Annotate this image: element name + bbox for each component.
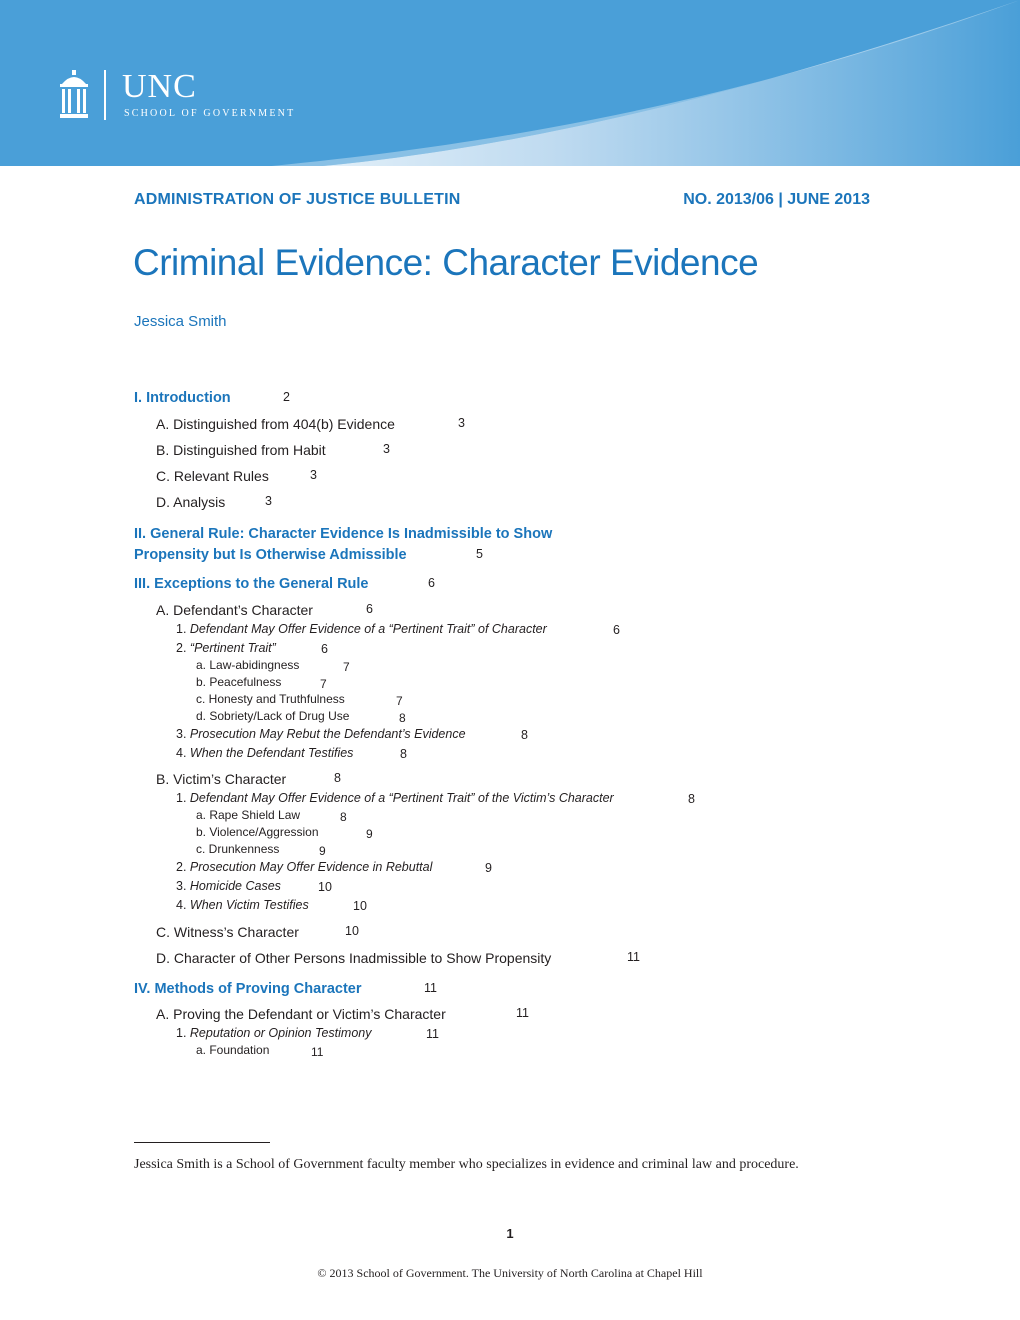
toc-page-number: 8 xyxy=(399,711,406,725)
toc-entry-title: Distinguished from Habit xyxy=(173,442,326,458)
toc-entry-number: C. xyxy=(156,924,174,940)
toc-entry-number: 2. xyxy=(176,860,190,874)
toc-entry-title: Character of Other Persons Inadmissible to Show Propensity xyxy=(173,950,552,966)
toc-entry-number: D. xyxy=(156,494,174,510)
toc-entry-number: 1. xyxy=(176,622,190,636)
toc-entry-title: Drunkenness xyxy=(208,842,280,856)
toc-entry xyxy=(196,692,345,706)
toc-page-number: 8 xyxy=(334,771,341,785)
toc-entry-number: b. xyxy=(196,825,210,839)
toc-entry-title: Foundation xyxy=(209,1043,270,1057)
toc-page-number: 3 xyxy=(310,468,317,482)
toc-entry xyxy=(134,390,231,406)
old-well-icon xyxy=(58,68,90,120)
toc-page-number: 10 xyxy=(318,880,332,894)
toc-page-number: 9 xyxy=(485,861,492,875)
toc-entry-number: a. xyxy=(196,1043,210,1057)
toc-entry xyxy=(176,727,466,741)
toc-entry-title: Witness’s Character xyxy=(173,924,299,940)
toc-entry xyxy=(176,746,353,760)
toc-entry xyxy=(176,791,614,805)
toc-entry-number: III. xyxy=(134,576,155,592)
toc-entry-title: Methods of Proving Character xyxy=(154,981,362,997)
toc-entry-title: Relevant Rules xyxy=(173,468,269,484)
toc-entry xyxy=(156,771,286,787)
toc-page-number: 7 xyxy=(320,677,327,691)
toc-entry-number: 3. xyxy=(176,727,190,741)
toc-entry-title: “Pertinent Trait” xyxy=(189,641,276,655)
toc-entry xyxy=(176,1026,372,1040)
toc-entry xyxy=(134,981,362,997)
toc-entry-number: A. xyxy=(156,602,174,618)
toc-page-number: 3 xyxy=(458,416,465,430)
toc-entry-title: Prosecution May Offer Evidence in Rebuttal xyxy=(189,860,433,874)
toc-entry xyxy=(156,468,269,484)
toc-entry xyxy=(176,879,281,893)
toc-page-number: 6 xyxy=(613,623,620,637)
toc-page-number: 7 xyxy=(396,694,403,708)
toc-entry-title: Law-abidingness xyxy=(209,658,300,672)
toc-page-number: 8 xyxy=(400,747,407,761)
toc-entry xyxy=(156,1006,446,1022)
toc-entry-title: Violence/Aggression xyxy=(209,825,319,839)
toc-page-number: 11 xyxy=(516,1006,529,1020)
toc-page-number: 11 xyxy=(627,950,640,964)
toc-page-number: 7 xyxy=(343,660,350,674)
author-name: Jessica Smith xyxy=(134,313,227,330)
toc-entry-number: B. xyxy=(156,771,174,787)
toc-entry xyxy=(196,658,299,672)
toc-entry-number: a. xyxy=(196,808,210,822)
toc-entry-number: c. xyxy=(196,692,209,706)
toc-entry-title: Honesty and Truthfulness xyxy=(208,692,345,706)
toc-entry-number: 4. xyxy=(176,898,190,912)
toc-entry-title: Prosecution May Rebut the Defendant’s Evidence xyxy=(189,727,466,741)
toc-entry-number: 4. xyxy=(176,746,190,760)
toc-entry-title: Introduction xyxy=(146,390,231,406)
toc-page-number: 3 xyxy=(265,494,272,508)
toc-page-number: 3 xyxy=(383,442,390,456)
toc-page-number: 9 xyxy=(319,844,326,858)
toc-entry xyxy=(134,524,552,566)
toc-entry xyxy=(176,860,432,874)
toc-entry-title: Reputation or Opinion Testimony xyxy=(189,1026,372,1040)
toc-entry xyxy=(196,842,279,856)
toc-entry-title: Homicide Cases xyxy=(189,879,281,893)
toc-entry xyxy=(156,494,225,510)
footnote-divider xyxy=(134,1142,270,1143)
toc-page-number: 6 xyxy=(428,576,435,590)
toc-entry-title: Analysis xyxy=(173,494,226,510)
toc-entry-number: c. xyxy=(196,842,209,856)
toc-entry-title: When the Defendant Testifies xyxy=(189,746,354,760)
toc-entry-number: 1. xyxy=(176,791,190,805)
toc-entry-number: A. xyxy=(156,416,174,432)
toc-page-number: 11 xyxy=(311,1045,324,1059)
toc-entry-number: B. xyxy=(156,442,174,458)
toc-entry-number: 1. xyxy=(176,1026,190,1040)
toc-entry-title: Defendant May Offer Evidence of a “Pertinent Trait” of Character xyxy=(189,622,547,636)
toc-entry-number: I. xyxy=(134,390,147,406)
header-banner xyxy=(0,0,1020,168)
toc-page-number: 11 xyxy=(426,1027,439,1041)
toc-entry xyxy=(176,622,547,636)
toc-entry-title: Exceptions to the General Rule xyxy=(154,576,369,592)
toc-page-number: 5 xyxy=(476,547,483,561)
toc-entry xyxy=(134,576,368,592)
toc-entry-number: a. xyxy=(196,658,210,672)
toc-entry-number: IV. xyxy=(134,981,155,997)
author-footnote: Jessica Smith is a School of Government faculty member who specializes in evidence and criminal law and procedure. xyxy=(134,1157,799,1172)
toc-page-number: 8 xyxy=(521,728,528,742)
toc-entry-title: Defendant May Offer Evidence of a “Pertinent Trait” of the Victim’s Character xyxy=(189,791,614,805)
toc-entry xyxy=(176,641,276,655)
toc-page-number: 6 xyxy=(366,602,373,616)
copyright-notice: © 2013 School of Government. The University of North Carolina at Chapel Hill xyxy=(317,1266,703,1280)
toc-entry-number: D. xyxy=(156,950,174,966)
toc-entry xyxy=(196,825,319,839)
toc-entry xyxy=(196,675,281,689)
toc-page-number: 10 xyxy=(345,924,359,938)
logo-unc-text: UNC xyxy=(122,68,197,105)
toc-entry-title: When Victim Testifies xyxy=(189,898,309,912)
toc-entry xyxy=(196,709,349,723)
document-title: Criminal Evidence: Character Evidence xyxy=(133,242,759,283)
toc-entry xyxy=(156,416,395,432)
toc-entry-number: b. xyxy=(196,675,210,689)
toc-entry xyxy=(156,950,551,966)
toc-entry-title: Distinguished from 404(b) Evidence xyxy=(173,416,395,432)
toc-page-number: 2 xyxy=(283,390,290,404)
toc-entry-title: Sobriety/Lack of Drug Use xyxy=(209,709,350,723)
toc-entry-title-continued: Propensity but Is Otherwise Admissible xyxy=(134,547,407,563)
toc-entry-title: Peacefulness xyxy=(209,675,282,689)
toc-page-number: 6 xyxy=(321,642,328,656)
toc-entry-number: 3. xyxy=(176,879,190,893)
toc-entry xyxy=(156,442,326,458)
toc-page-number: 8 xyxy=(340,810,347,824)
toc-entry-number: d. xyxy=(196,709,210,723)
toc-entry-number: II. xyxy=(134,526,151,542)
toc-entry xyxy=(156,602,313,618)
issue-number: NO. 2013/06 | JUNE 2013 xyxy=(683,191,870,208)
toc-page-number: 10 xyxy=(353,899,367,913)
toc-page-number: 8 xyxy=(688,792,695,806)
toc-page-number: 9 xyxy=(366,827,373,841)
toc-entry-number: 2. xyxy=(176,641,190,655)
toc-entry-title: General Rule: Character Evidence Is Inadmissible to Show xyxy=(150,526,553,542)
bulletin-name: ADMINISTRATION OF JUSTICE BULLETIN xyxy=(134,191,461,208)
toc-entry-title: Proving the Defendant or Victim’s Character xyxy=(173,1006,446,1022)
toc-entry-number: A. xyxy=(156,1006,174,1022)
toc-entry xyxy=(196,1043,269,1057)
toc-entry-number: C. xyxy=(156,468,174,484)
toc-entry xyxy=(176,898,309,912)
toc-entry-title: Defendant’s Character xyxy=(173,602,313,618)
logo-school-text: SCHOOL OF GOVERNMENT xyxy=(124,108,296,119)
toc-entry-title: Victim’s Character xyxy=(173,771,287,787)
toc-entry xyxy=(156,924,299,940)
logo-divider xyxy=(104,70,106,120)
page-number: 1 xyxy=(506,1226,514,1241)
toc-entry-title: Rape Shield Law xyxy=(209,808,301,822)
toc-entry xyxy=(196,808,300,822)
toc-page-number: 11 xyxy=(424,981,437,995)
